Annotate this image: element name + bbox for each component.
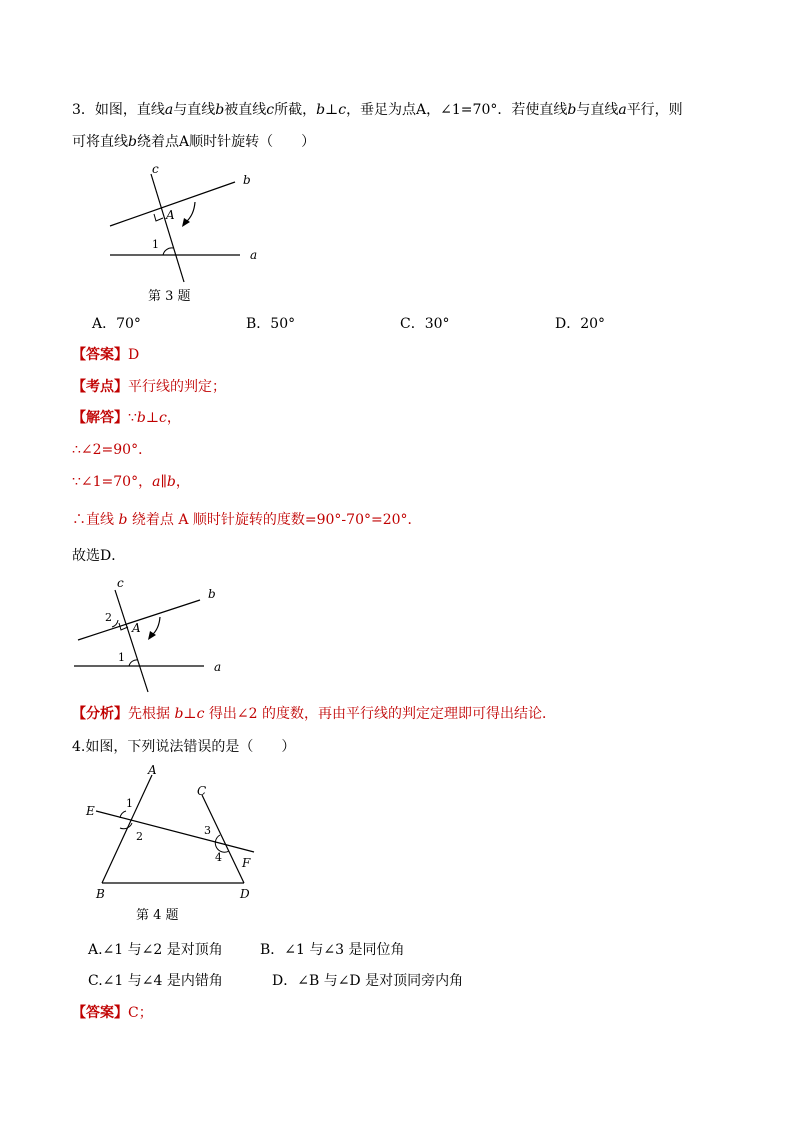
label-A: A: [132, 621, 141, 635]
q3-fenxi: [72, 704, 556, 724]
label-a: a: [250, 248, 258, 262]
label-B: B: [96, 887, 105, 901]
text: 先根据: [128, 706, 175, 722]
q3-conclusion: 故选D．: [72, 548, 126, 564]
text: 与直线: [576, 102, 619, 118]
var: b⊥c: [174, 706, 205, 722]
kaodian-text: 平行线的判定；: [128, 379, 226, 395]
var: b: [118, 512, 128, 528]
kaodian-tag: 【考点】: [72, 379, 128, 395]
var: b⊥c: [136, 410, 167, 426]
q3-stem-line2: [72, 132, 315, 152]
q3-kaodian: [72, 377, 226, 397]
label-3: 3: [204, 824, 211, 837]
var: b: [567, 102, 577, 118]
label-c: c: [152, 162, 159, 176]
q4-option-b: B．∠1 与∠3 是同位角: [260, 942, 405, 958]
label-A: A: [166, 208, 175, 222]
q4-figure: [82, 765, 272, 905]
text: 绕着点 A 顺时针旋转的度数=90°-70°=20°．: [127, 512, 422, 528]
q4-option-d: D．∠B 与∠D 是对顶同旁内角: [272, 973, 464, 989]
label-a: a: [214, 660, 222, 674]
segment-CD: [202, 795, 244, 883]
q3-jieda-line3: [72, 472, 190, 492]
text: ∵: [128, 410, 137, 426]
q3-option-d: D．20°: [555, 316, 606, 332]
var: c: [266, 102, 275, 118]
angle-1-arc: [163, 248, 173, 255]
q3-option-a: A．70°: [92, 316, 141, 332]
text: 与直线: [173, 102, 216, 118]
angle-2-arc: [120, 823, 132, 829]
rotation-arrow: [152, 617, 160, 635]
var: a: [618, 102, 627, 118]
text: ，: [166, 410, 181, 426]
label-D: D: [240, 887, 250, 901]
q3-jieda-line1: [72, 408, 181, 428]
label-b: b: [208, 587, 216, 601]
line-c: [151, 174, 184, 282]
label-E: E: [86, 804, 95, 818]
label-F: F: [242, 856, 251, 870]
answer-tag: 【答案】: [72, 1005, 128, 1021]
angle-2-arc: [112, 620, 118, 627]
text: 被直线: [224, 102, 267, 118]
text: ∵∠1=70°，: [72, 474, 153, 490]
q3-option-b: B．50°: [246, 316, 296, 332]
label-C: C: [197, 784, 207, 798]
angle-1-arc: [129, 660, 138, 666]
answer-value: D: [128, 347, 140, 363]
label-2: 2: [136, 830, 143, 843]
q4-option-a: A.∠1 与∠2 是对顶角: [88, 942, 223, 958]
label-c: c: [117, 576, 124, 590]
label-2: 2: [105, 611, 112, 624]
q3-answer: [72, 345, 139, 365]
text: 可将直线: [72, 134, 128, 150]
q3-figure-caption: 第 3 题: [148, 289, 191, 304]
jieda-tag: 【解答】: [72, 410, 128, 426]
q4-figure-caption: 第 4 题: [136, 908, 179, 923]
answer-tag: 【答案】: [72, 347, 128, 363]
q3-jieda-line4: [72, 510, 422, 530]
q4-option-c: C.∠1 与∠4 是内错角: [88, 973, 223, 989]
text: 绕着点A顺时针旋转（ ）: [136, 134, 316, 150]
label-1: 1: [126, 797, 133, 810]
text: 得出∠2 的度数，再由平行线的判定定理即可得出结论．: [204, 706, 556, 722]
q4-stem: 4.如图，下列说法错误的是（ ）: [72, 739, 296, 755]
right-angle-mark: [154, 214, 163, 221]
q4-answer: [72, 1003, 153, 1023]
label-1: 1: [152, 238, 159, 251]
var: a: [164, 102, 174, 118]
var: b⊥c: [316, 102, 347, 118]
q3-stem-line1: [72, 100, 683, 120]
segment-BA: [102, 775, 152, 883]
text: 所截，: [274, 102, 317, 118]
q3-option-c: C．30°: [400, 316, 450, 332]
var: b: [128, 134, 137, 150]
text: ∴直线: [72, 512, 119, 528]
rotation-arrow: [186, 202, 195, 222]
text: ，垂足为点A，∠1=70°．若使直线: [346, 102, 568, 118]
label-1: 1: [118, 651, 125, 664]
answer-value: C；: [128, 1005, 153, 1021]
text: 3．如图，直线: [72, 102, 165, 118]
text: ，: [175, 474, 190, 490]
q3-solution-figure: [72, 575, 242, 695]
q3-figure: [100, 160, 270, 285]
fenxi-tag: 【分析】: [72, 706, 128, 722]
q3-jieda-line2: ∴∠2=90°．: [72, 442, 153, 458]
text: 平行，则: [626, 102, 683, 118]
label-b: b: [243, 173, 251, 187]
line-c: [115, 590, 148, 692]
var: b: [215, 102, 225, 118]
label-A: A: [148, 763, 157, 777]
var: a∥b: [152, 474, 176, 490]
label-4: 4: [215, 851, 222, 864]
